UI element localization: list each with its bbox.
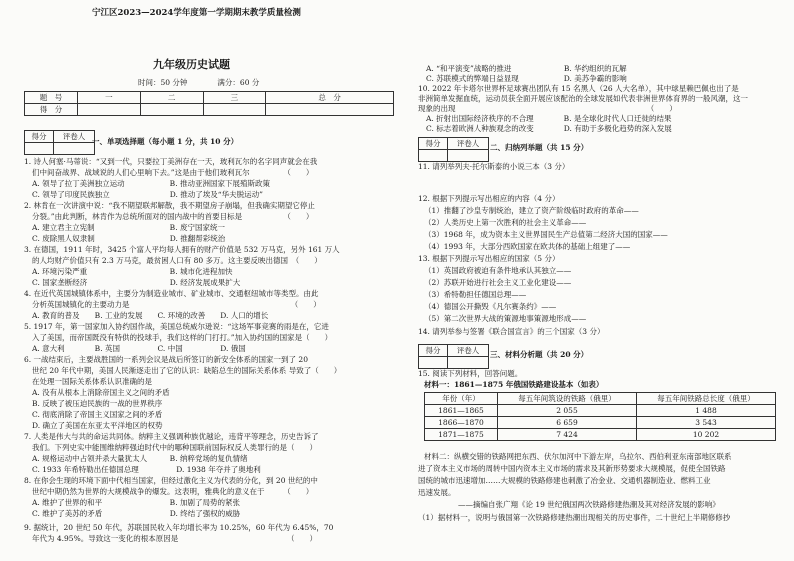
question-line: 的人均财产价值只有 2.3 万马克，最贫困人口有 80 多万。这主要反映出德国 （ ） — [32, 256, 322, 265]
table-cell: 一 — [78, 92, 141, 104]
table-cell: 二 — [140, 92, 203, 104]
section1-heading: 一、单项选择题（每小题 1 分，共 10 分） — [92, 137, 239, 146]
question-line: （3）1968 年，成为资本主义世界国民生产总值第二经济大国的国家—— — [424, 230, 668, 239]
question-line: 6. 一战结束后，主要战胜国的一系列会议是战后所签订的新安全体系的国家一到了 20 — [24, 355, 308, 364]
table-cell: 三 — [203, 92, 266, 104]
table-header: 每五年间筑设的铁路（俄里） — [498, 393, 637, 405]
question-line: 非洲简单发掘血统，运动员获全面开展应该配治的全球发展如代表非洲世界体育界的一般风潮，这一 — [418, 94, 748, 103]
question-line: 7. 人类是伟大与共的命运共同体。纳粹主义强调种族优越论，违背平等理念，历史告诉了 — [24, 432, 319, 441]
paper-subtitle: 九年级历史试题 — [153, 58, 230, 71]
grader-score-label: 得分 — [419, 138, 448, 150]
material-line: 国统的城市迅速增加……大规模的铁路修建也刺激了冶金业、交通机器制造业、燃料工业 — [418, 476, 711, 485]
question-line: （3）希特勒担任德国总理—— — [424, 290, 527, 299]
question-line: 12. 根据下列提示写出相应的内容（4 分） — [418, 194, 560, 203]
question-line: 年代为 4.95%。导致这一变化的根本原因是 （ ） — [32, 534, 317, 543]
material1-label: 材料一：1861—1875 年俄国铁路建设基本（如表） — [424, 380, 604, 389]
grader-box — [418, 137, 489, 162]
grader-reviewer-label: 评卷人 — [54, 131, 95, 143]
question-line: （1）推翻了沙皇专制统治，建立了资产阶级临时政府的革命—— — [424, 206, 639, 215]
table-cell[interactable] — [140, 104, 203, 116]
question-line: 8. 在你会生现的环境下面中代相当国家，但经过激化主义为代表的分化，到 20 世纪的中 — [24, 476, 318, 485]
question-line: A. 意大利 B. 英国 C. 中国 D. 俄国 — [32, 344, 246, 353]
question-line: C. 维护了美苏的矛盾 D. 终结了强权的威胁 — [32, 509, 241, 518]
table-row — [425, 393, 776, 405]
question-line: （2）苏联开始进行社会主义工业化建设—— — [424, 278, 572, 287]
score-table — [24, 91, 394, 116]
table-cell: 6 659 — [498, 417, 637, 429]
question-line: （5）第二次世界大战的策源地事策源地形成—— — [424, 314, 587, 323]
question-line: C. 标志着欧洲人种族观念的改变 D. 有助于多极化趋势的深入发展 — [426, 124, 672, 133]
question-line: 们中间奋战界、战域说的人们心里响下去。”这是由于他们玻利瓦尔 （ ） — [32, 168, 314, 177]
table-row — [419, 345, 489, 357]
table-cell: 1866—1870 — [425, 417, 498, 429]
question-line: A. 领导了拉丁美洲独立运动 B. 推动亚洲国家下展殖斯政策 — [32, 179, 270, 188]
question-line: C. 1933 年希特勒出任德国总理 D. 1938 年夺并了奥地利 — [32, 465, 261, 474]
table-row — [25, 104, 394, 116]
exam-title: 宁江区2023—2024学年度第一学期期末教学质量检测 — [92, 8, 301, 18]
question-line: 14. 请列举参与签署《联合国宣言》的三个国家（3 分） — [418, 327, 605, 336]
question-line: （4）德国公开撕毁《凡尔赛条约》—— — [424, 302, 557, 311]
question-line: （1）英国政府被迫有条件地承认其独立—— — [424, 266, 572, 275]
question-line: 4. 在近代英国城镇体系中，主要分为制造业城市、矿业城市、交通枢纽城市等类型。由此 — [24, 289, 319, 298]
question-line: 世纪 20 年代中期，美国人民渐逐走出了它的认识：缺陷总生的国际关系体系 导致了（ ） — [32, 366, 342, 375]
question-line: 2. 林肯在一次讲演中说：“我不期望联邦解散，我不期望房子崩塌，但我确实期望它停止 — [24, 201, 315, 210]
material-line: 迅速发展。 — [418, 488, 456, 497]
question-line: 13. 根据下列提示写出相应的国家（5 分） — [418, 254, 560, 263]
table-cell[interactable] — [448, 150, 489, 162]
question-line: （1）据材料一，说明与俄国第一次铁路修建热潮出现相关的历史事件，二十世纪上半期修修抄 — [418, 513, 731, 522]
question-line: A. 折射出国际经济秩序的不合理 B. 是全球化时代人口迁徙的结果 — [426, 114, 672, 123]
question-line: A. 维护了世界的和平 B. 加剧了局势的紧张 — [32, 498, 240, 507]
grader-box — [418, 344, 489, 369]
table-cell: 1 488 — [637, 405, 776, 417]
question-line: A. “和平演变”战略的推进 B. 华约组织的瓦解 — [426, 64, 627, 73]
question-line: 11. 请列举列夫·托尔斯泰的小说三本（3 分） — [418, 162, 570, 171]
question-line: 现象的出现 （ ） — [418, 104, 677, 113]
question-line: 5. 1917 年，第一国家加入协约国作战，美国总统威尔逊说：“这场军事竞赛的雨是在，它进 — [24, 322, 329, 331]
question-line: B. 反映了被压迫民族的一战的世界秩序 — [32, 399, 163, 408]
question-line: （4）1993 年，大部分西欧国家在欧共体的基础上组建了—— — [424, 242, 631, 251]
question-line: C. 领导了印度民族独立 D. 推动了埃及“华夫脱运动” — [32, 190, 263, 199]
table-row — [425, 429, 776, 441]
section3-heading: 三、材料分析题（共 20 分） — [490, 350, 589, 359]
material-line: 进了资本主义市场的周转中国内资本主义市场的需求及其新形势要求大规模展，促使全国铁路 — [418, 464, 726, 473]
table-cell[interactable] — [419, 150, 448, 162]
table-cell[interactable] — [448, 357, 489, 369]
table-row — [25, 131, 95, 143]
table-cell: 得 分 — [25, 104, 78, 116]
table-cell[interactable] — [25, 143, 54, 155]
table-cell: 3 543 — [637, 417, 776, 429]
table-cell: 1871—1875 — [425, 429, 498, 441]
table-cell: 1861—1865 — [425, 405, 498, 417]
table-header: 每五年间铁路总长度（俄里） — [637, 393, 776, 405]
grader-reviewer-label: 评卷人 — [448, 345, 489, 357]
question-line: 1. 诗人何塞·马蒂说：“又到一代，只要拉丁美洲存在一天，玻利瓦尔的名字同声就会在我 — [24, 157, 318, 166]
question-line: A. 环境污染严重 B. 城市化进程加快 — [32, 267, 233, 276]
question-line: 入了美国，而帝国既没有特供的投球手，我们这样的门打打。”加入协约国的国家是（ ） — [32, 333, 333, 342]
question-line: C. 废除黑人奴隶制 D. 推翻帮彩统治 — [32, 234, 226, 243]
railway-table — [424, 392, 776, 441]
question-line: 9. 据统计，20 世纪 50 年代，苏联国民收入年均增长率为 10.25%，60 年代为 6.45%，70 — [24, 523, 334, 532]
table-cell[interactable] — [266, 104, 394, 116]
table-row — [425, 417, 776, 429]
table-header: 年份（年） — [425, 393, 498, 405]
question-line: C. 国家垄断经济 D. 经济发展成果扩大 — [32, 278, 241, 287]
table-row — [419, 138, 489, 150]
question-line: A. 教育的普及 B. 工业的发展 C. 环境的改善 D. 人口的增长 — [32, 311, 269, 320]
table-cell: 总 分 — [266, 92, 394, 104]
table-row — [419, 150, 489, 162]
right-column — [410, 0, 794, 561]
table-row — [419, 357, 489, 369]
question-line: 世纪中期仍然为世界的大规模战争的爆发。这表明，雅典化的意义在于 （ ） — [32, 487, 314, 496]
question-line: C. 彻底消除了帝国主义国家之间的矛盾 — [32, 410, 163, 419]
material-source: ——摘编自张广翔《论 19 世纪俄国两次铁路修建热潮及其对经济发展的影响》 — [458, 500, 720, 509]
question-line: 3. 在德国，1911 年时，3425 个富人平均每人拥有的财产价值是 532 万马克，另外 161 万人 — [24, 245, 340, 254]
material-line: 材料二：纵横交错的铁路网把东西、伏尔加河中下游左岸，乌拉尔、西伯利亚东南部地区联系 — [424, 452, 732, 461]
table-cell: 题 号 — [25, 92, 78, 104]
grader-reviewer-label: 评卷人 — [448, 138, 489, 150]
table-row — [25, 143, 95, 155]
grader-score-label: 得分 — [25, 131, 54, 143]
question-line: （2）人类历史上第一次胜利的社会主义革命—— — [424, 218, 587, 227]
table-row — [25, 92, 394, 104]
grader-box — [24, 130, 95, 155]
section2-heading: 二、归纳列举题（共 15 分） — [490, 143, 589, 152]
question-line: C. 苏联模式的弊端日益显现 D. 美苏争霸的影响 — [426, 74, 627, 83]
question-line: A. 没有从根本上消除帝国主义之间的矛盾 — [32, 388, 170, 397]
question-line: 我们。下列史实中能围维纳粹强迫时代中的哪种国联前国际权反人类罪行的是（ ） — [32, 443, 317, 452]
table-row — [425, 405, 776, 417]
table-cell[interactable] — [419, 357, 448, 369]
question-line: A. 规格运动中占领并杀大量犹太人 B. 纳粹党场的复仇情绪 — [32, 454, 248, 463]
question-line: 在处理一国际关系体系认识准确的是 — [32, 377, 152, 386]
table-cell: 10 202 — [637, 429, 776, 441]
table-cell: 2 055 — [498, 405, 637, 417]
question-line: 分析英国城镇化的主要动力是 （ ） — [32, 300, 321, 309]
question-line: 分裂。”由此判断，林肯作为总统所面对的国内战中的首要目标是 （ ） — [32, 212, 314, 221]
question-line: 15. 阅读下列材料，回答问题。 — [418, 369, 523, 378]
time-score: 时间：50 分钟 满分：60 分 — [138, 78, 260, 87]
question-line: A. 建立君主立宪制 B. 废宁国家统一 — [32, 223, 225, 232]
table-cell: 7 424 — [498, 429, 637, 441]
question-line: D. 确立了美国在东亚太平洋地区的权势 — [32, 421, 163, 430]
table-cell[interactable] — [78, 104, 141, 116]
question-line: 10. 2022 年卡塔尔世界杯足球赛出团队有 15 名黑人（26 人大名单），其中球星赖巴佩也出了是 — [418, 84, 739, 93]
table-cell[interactable] — [203, 104, 266, 116]
table-cell[interactable] — [54, 143, 95, 155]
grader-score-label: 得分 — [419, 345, 448, 357]
